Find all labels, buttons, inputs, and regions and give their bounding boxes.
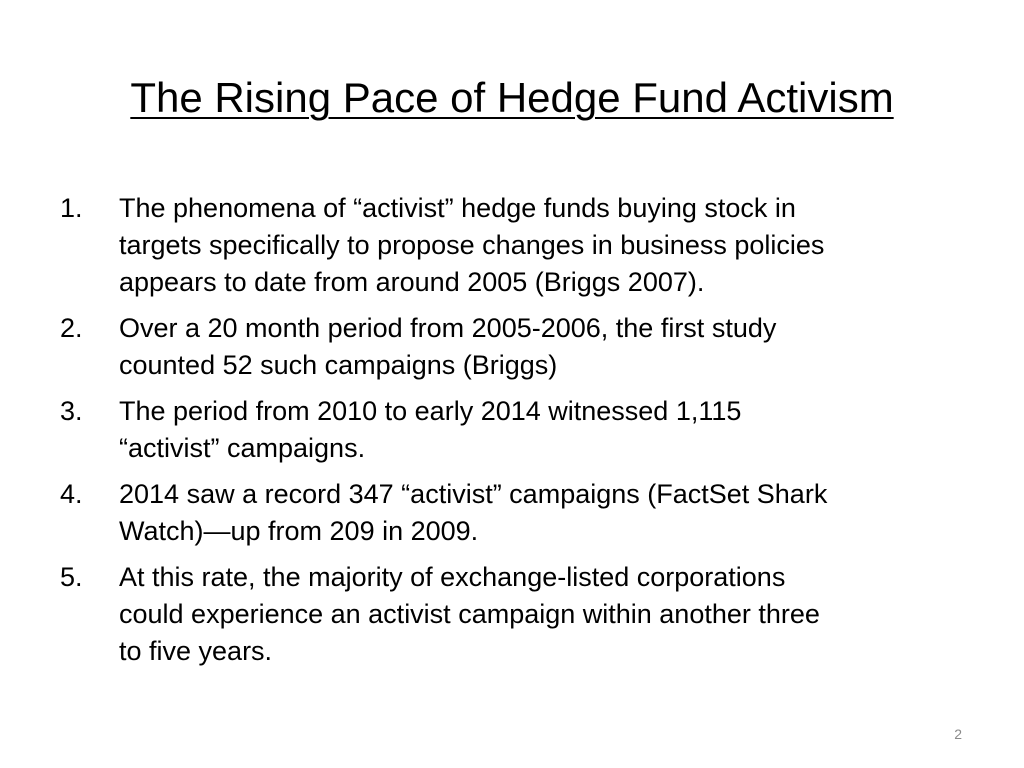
list-item-number: 4.	[60, 479, 83, 509]
list-item-text: The period from 2010 to early 2014 witnessed 1,115 “activist” campaigns.	[119, 396, 742, 463]
list-item-number: 2.	[60, 313, 83, 343]
list-item-text: Over a 20 month period from 2005-2006, the first study counted 52 such campaigns (Briggs)	[119, 313, 777, 380]
list-item-text: The phenomena of “activist” hedge funds buying stock in targets specifically to propose changes in business policies appears to date from around 2005 (Briggs 2007).	[119, 193, 825, 297]
list-item	[60, 393, 960, 467]
list-item-number: 1.	[60, 193, 83, 223]
numbered-list	[60, 190, 960, 679]
page-number: 2	[954, 726, 962, 742]
list-item-number: 3.	[60, 396, 83, 426]
list-item	[60, 190, 960, 301]
list-item-number: 5.	[60, 562, 83, 592]
list-item	[60, 559, 960, 670]
list-item-text: 2014 saw a record 347 “activist” campaigns (FactSet Shark Watch)—up from 209 in 2009.	[119, 479, 828, 546]
list-item	[60, 476, 960, 550]
list-item	[60, 310, 960, 384]
slide-title: The Rising Pace of Hedge Fund Activism	[130, 74, 894, 121]
list-item-text: At this rate, the majority of exchange-listed corporations could experience an activist campaign within another three to five years.	[119, 562, 820, 666]
